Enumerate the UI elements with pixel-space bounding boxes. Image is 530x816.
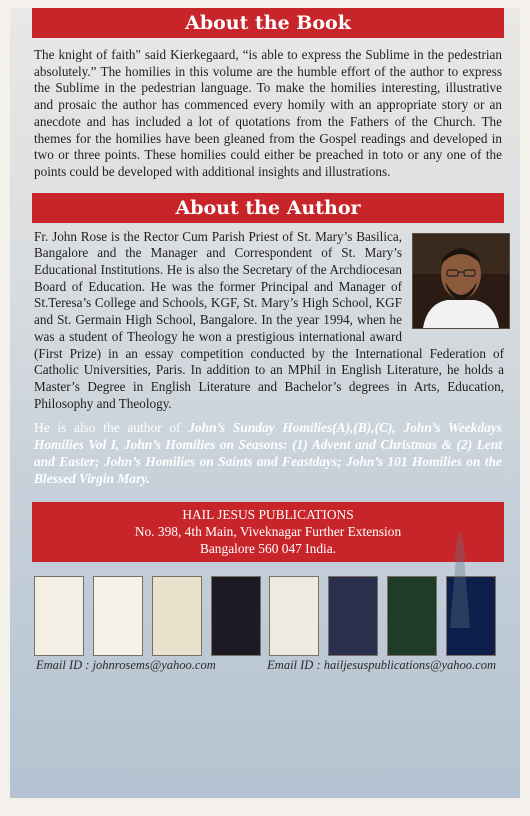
publisher-address-line1: No. 398, 4th Main, Viveknagar Further Extension	[134, 523, 402, 539]
email-row	[36, 658, 496, 673]
works-titles: John’s Sunday Homilies(A),(B),(C), John’s Weekdays Homilies Vol I, John’s Homilies on Seasons: (1) Advent and Christmas & (2) Lent and Easter; John’s Homilies on Saints and Feastdays; John’s 101 Homilies on the Blessed Virgin Mary.	[34, 420, 502, 486]
book-cover	[93, 576, 143, 656]
about-author-section	[10, 229, 520, 488]
book-cover	[34, 576, 84, 656]
publisher-block	[32, 502, 504, 562]
author-portrait-image	[413, 234, 509, 328]
works-intro: He is also the author of	[34, 420, 189, 436]
book-cover	[328, 576, 378, 656]
book-cover	[211, 576, 261, 656]
about-author-heading: About the Author	[32, 193, 504, 223]
email-author: Email ID : johnrosems@yahoo.com	[36, 657, 216, 672]
about-book-text: The knight of faith" said Kierkegaard, “is able to express the Sublime in the pedestrian absolutely.” The homilies in this volume are the humble effort of the author to express the Sublime in the pedestrian language. To make the homilies interesting, illustrative and prosaic the author has commenced every homily with an appropriate story or an anecdote and has included a lot of quotations from the Fathers of the Church. The themes for the homilies have been gleaned from the Gospel readings and developed in two or three points. These homilies could either be preached in toto or any one of the points could be developed with additional insights and illustrations.	[34, 47, 502, 179]
about-author-text: Fr. John Rose is the Rector Cum Parish Priest of St. Mary’s Basilica, Bangalore and the Manager and Correspondent of St. Mary’s Educational Institutions. He is also the Secretary of the Archdiocesan Board of Education. He was the former Principal and Manager of St.Teresa’s College and Schools, KGF, St. Mary’s High School, KGF and St. Germain High School, Bangalore. In the year 1994, when he was a student of Theology he won a prestigious international award (First Prize) in an essay competition conducted by the International Federation of Catholic Universities, Paris. In addition to an MPhil in English Literature, he holds a Master’s Degree in English Literature and Bachelor’s degrees in Arts, Education, Philosophy and Theology.	[34, 228, 504, 411]
book-cover	[269, 576, 319, 656]
book-covers	[34, 576, 496, 654]
email-publisher: Email ID : hailjesuspublications@yahoo.com	[267, 657, 496, 672]
publisher-address-line2: Bangalore 560 047 India.	[199, 540, 337, 556]
author-photo	[412, 233, 510, 329]
author-works	[10, 420, 520, 487]
about-book-heading: About the Book	[32, 8, 504, 38]
book-cover	[152, 576, 202, 656]
back-cover	[10, 8, 520, 798]
publisher-name: HAIL JESUS PUBLICATIONS	[182, 506, 354, 522]
church-tower-icon	[440, 528, 480, 628]
book-cover	[387, 576, 437, 656]
